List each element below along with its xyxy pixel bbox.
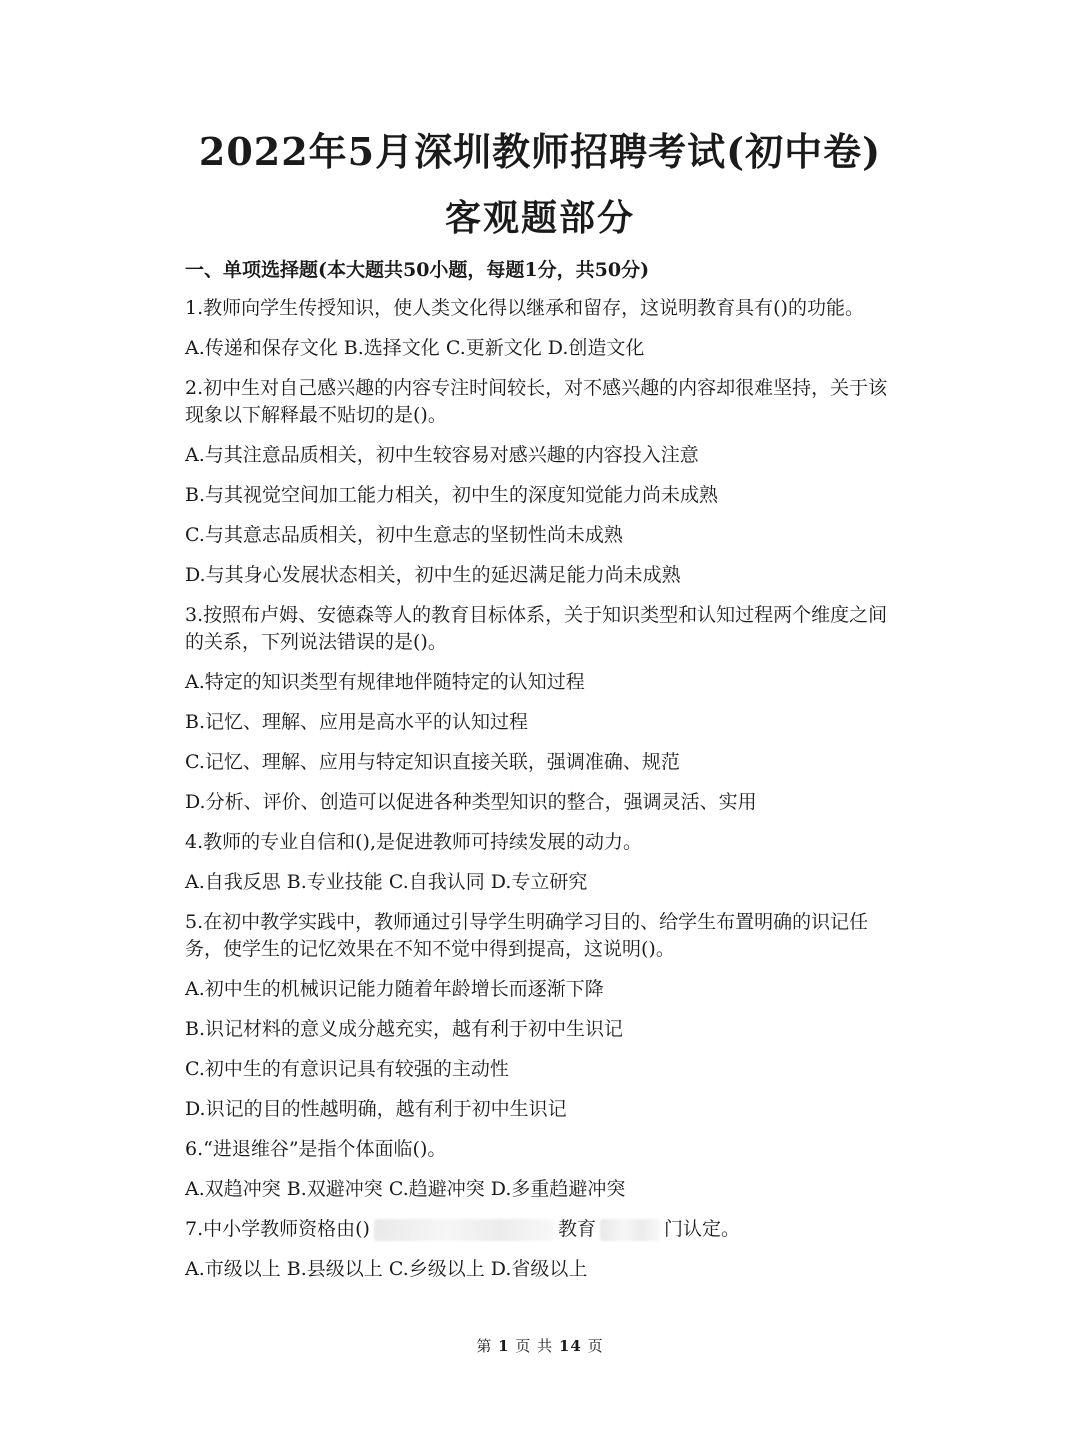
- section-header: 一、单项选择题(本大题共50小题，每题1分，共50分): [185, 259, 650, 281]
- question-4-stem: 4.教师的专业自信和(),是促进教师可持续发展的动力。: [185, 831, 642, 853]
- question-4-options: A.自我反思 B.专业技能 C.自我认同 D.专立研究: [185, 871, 588, 893]
- exam-body: [185, 255, 905, 1296]
- question-5-stem: 5.在初中教学实践中，教师通过引导学生明确学习目的、给学生布置明确的识记任务，使学生的记忆效果在不知不觉中得到提高，这说明()。: [185, 911, 869, 960]
- question-5-option-a: A.初中生的机械识记能力随着年龄增长而逐渐下降: [185, 978, 604, 1000]
- footer-prefix: 第: [476, 1337, 493, 1355]
- question-7-stem-middle: 教育: [557, 1218, 596, 1240]
- document-subtitle: 客观题部分: [444, 197, 635, 239]
- question-3-option-a: A.特定的知识类型有规律地伴随特定的认知过程: [185, 671, 585, 693]
- page-footer: [0, 1335, 1080, 1357]
- redaction-blur: [374, 1219, 554, 1241]
- question-7-stem: [185, 1216, 905, 1243]
- question-2-stem: 2.初中生对自己感兴趣的内容专注时间较长，对不感兴趣的内容却很难坚持，关于该现象以下解释最不贴切的是()。: [185, 377, 888, 426]
- question-7-stem-end: 门认定。: [663, 1218, 740, 1240]
- question-7-stem-start: 7.中小学教师资格由(): [185, 1218, 370, 1240]
- footer-suffix: 页: [587, 1337, 604, 1355]
- question-2-option-c: C.与其意志品质相关，初中生意志的坚韧性尚未成熟: [185, 524, 623, 546]
- footer-page-number: 1: [498, 1337, 510, 1355]
- footer-total-pages: 14: [558, 1337, 582, 1355]
- question-5-option-d: D.识记的目的性越明确，越有利于初中生识记: [185, 1098, 567, 1120]
- question-6-stem: 6.“进退维谷”是指个体面临()。: [185, 1138, 447, 1160]
- question-2-option-a: A.与其注意品质相关，初中生较容易对感兴趣的内容投入注意: [185, 444, 699, 466]
- question-7-options: A.市级以上 B.县级以上 C.乡级以上 D.省级以上: [185, 1258, 588, 1280]
- question-3-option-b: B.记忆、理解、应用是高水平的认知过程: [185, 711, 529, 733]
- question-1-options: A.传递和保存文化 B.选择文化 C.更新文化 D.创造文化: [185, 337, 645, 359]
- question-5-option-c: C.初中生的有意识记具有较强的主动性: [185, 1058, 509, 1080]
- question-1-stem: 1.教师向学生传授知识，使人类文化得以继承和留存，这说明教育具有()的功能。: [185, 297, 864, 319]
- question-5-option-b: B.识记材料的意义成分越充实，越有利于初中生识记: [185, 1018, 624, 1040]
- question-6-options: A.双趋冲突 B.双避冲突 C.趋避冲突 D.多重趋避冲突: [185, 1178, 626, 1200]
- document-title: 2022年5月深圳教师招聘考试(初中卷): [198, 129, 882, 174]
- question-3-stem: 3.按照布卢姆、安德森等人的教育目标体系，关于知识类型和认知过程两个维度之间的关系，下列说法错误的是()。: [185, 604, 888, 653]
- footer-middle: 页 共: [515, 1337, 554, 1355]
- question-2-option-d: D.与其身心发展状态相关，初中生的延迟满足能力尚未成熟: [185, 564, 681, 586]
- question-2-option-b: B.与其视觉空间加工能力相关，初中生的深度知觉能力尚未成熟: [185, 484, 719, 506]
- redaction-blur: [600, 1219, 660, 1241]
- question-3-option-c: C.记忆、理解、应用与特定知识直接关联，强调准确、规范: [185, 751, 680, 773]
- question-3-option-d: D.分析、评价、创造可以促进各种类型知识的整合，强调灵活、实用: [185, 791, 757, 813]
